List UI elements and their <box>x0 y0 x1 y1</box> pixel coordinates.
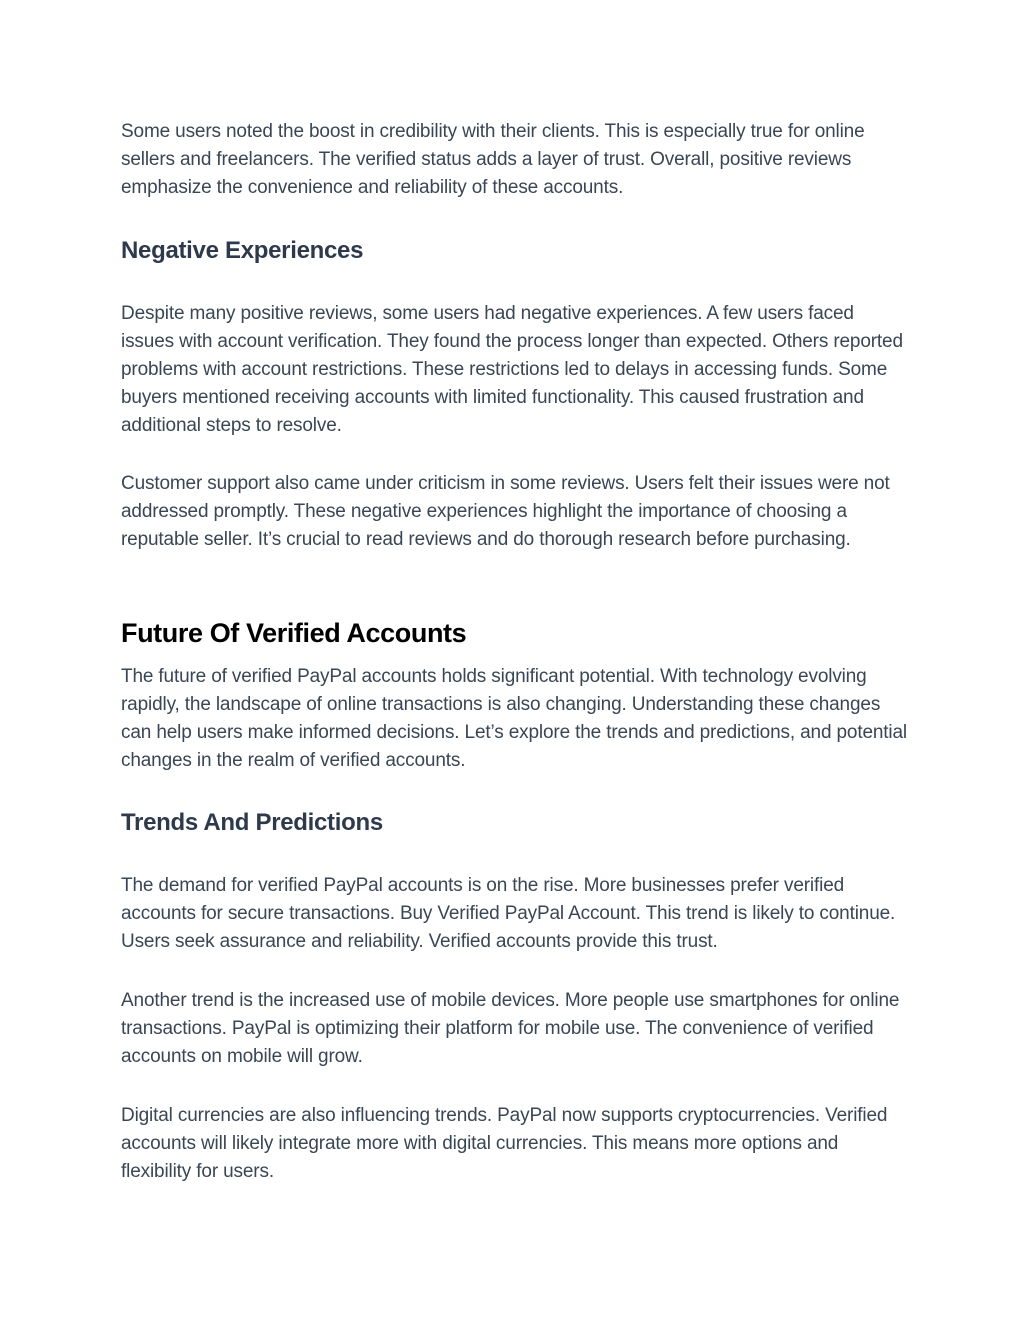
heading-negative-experiences: Negative Experiences <box>121 237 364 264</box>
paragraph-trends-3: Digital currencies are also influencing trends. PayPal now supports cryptocurrencies. Verified accounts will likely integrate more with digital currencies. This means more options and flexibility for users. <box>121 1105 888 1182</box>
paragraph-negative-2: Customer support also came under criticism in some reviews. Users felt their issues were not addressed promptly. These negative experiences highlight the importance of choosing a reputable seller. It’s crucial to read reviews and do thorough research before purchasing. <box>121 473 890 550</box>
heading-future-of-verified-accounts: Future Of Verified Accounts <box>121 618 467 648</box>
paragraph-future: The future of verified PayPal accounts holds significant potential. With technology evolving rapidly, the landscape of online transactions is also changing. Understanding these changes can help users make informed decisions. Let’s explore the trends and predictions, and potential changes in the realm of verified accounts. <box>121 666 907 771</box>
heading-trends-and-predictions: Trends And Predictions <box>121 809 383 836</box>
paragraph-negative-1: Despite many positive reviews, some users had negative experiences. A few users faced issues with account verification. They found the process longer than expected. Others reported problems with account restrictions. These restrictions led to delays in accessing funds. Some buyers mentioned receiving accounts with limited functionality. This caused frustration and additional steps to resolve. <box>121 303 903 436</box>
paragraph-trends-2: Another trend is the increased use of mobile devices. More people use smartphones for online transactions. PayPal is optimizing their platform for mobile use. The convenience of verified accounts on mobile will grow. <box>121 990 900 1067</box>
paragraph-credibility: Some users noted the boost in credibility with their clients. This is especially true for online sellers and freelancers. The verified status adds a layer of trust. Overall, positive reviews emphasize the convenience and reliability of these accounts. <box>121 121 865 198</box>
paragraph-trends-1: The demand for verified PayPal accounts is on the rise. More businesses prefer verified accounts for secure transactions. Buy Verified PayPal Account. This trend is likely to continue. Users seek assurance and reliability. Verified accounts provide this trust. <box>121 875 896 952</box>
